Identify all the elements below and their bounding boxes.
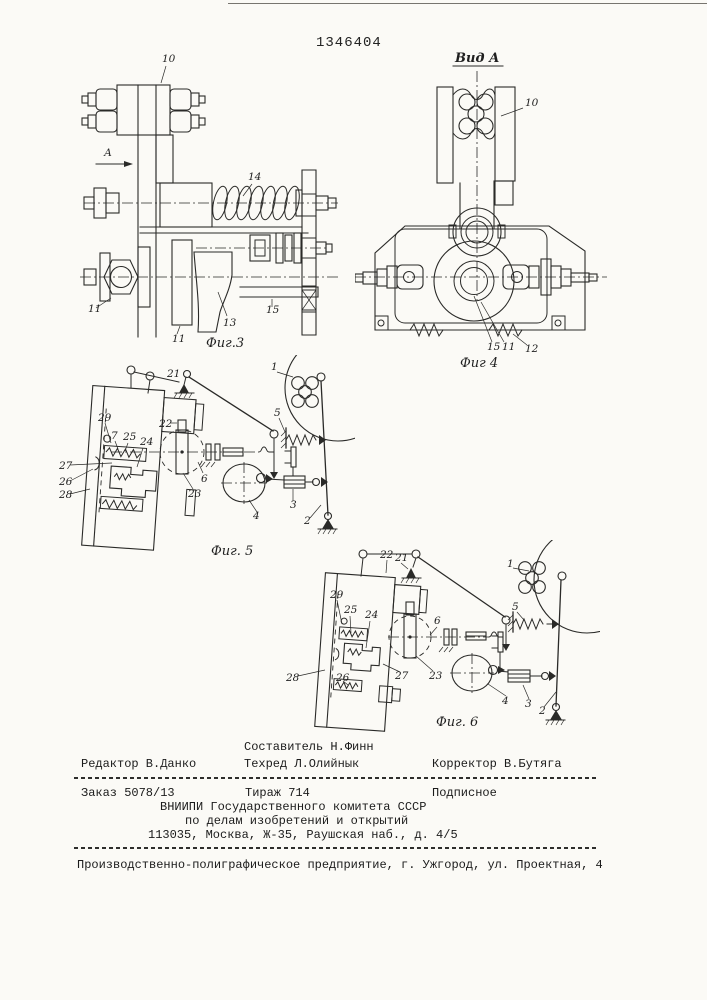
fig6-label-26: 26 [336,672,350,684]
colophon-org-line3: 113035, Москва, Ж-35, Раушская наб., д. 4/5 [148,828,458,842]
fig5-drawing [55,355,355,570]
fig4-label-11: 11 [502,341,516,353]
fig5-label-4: 4 [253,510,260,522]
fig5-label-1: 1 [271,361,278,373]
pivot-21 [401,568,421,583]
fig5-label-6: 6 [201,473,208,485]
fig6-label-4: 4 [502,695,509,707]
fig5-label-27: 27 [59,460,73,472]
fig5-label-26: 26 [59,476,73,488]
long-link [418,557,505,617]
fig6-label-21: 21 [395,552,409,564]
clutch [439,629,486,652]
view-a-arrow [96,147,133,167]
support-plate [172,240,192,325]
clutch [201,444,243,467]
fig3-label-13: 13 [223,317,237,329]
fig6-label-27: 27 [395,670,409,682]
right-wall [302,170,336,335]
fig3-label-14: 14 [248,171,262,183]
fig5-caption: Фиг. 5 [211,544,254,559]
roller-cluster [519,562,546,594]
fig6-label-28: 28 [286,672,300,684]
fig6-caption: Фиг. 6 [436,715,479,730]
cam-4 [450,653,508,693]
spring-5 [508,612,559,632]
inner-frame [395,229,547,323]
colophon-techred: Техред Л.Олийнык [244,757,360,771]
drum-arc [285,355,355,441]
housing [82,386,205,553]
fork-flag [492,632,503,670]
colophon-order: Заказ 5078/13 [81,786,175,800]
fig5-label-7: 7 [111,430,118,442]
fig6-label-25: 25 [344,604,358,616]
dial-circle [389,602,431,658]
colophon-corrector: Корректор В.Бутяга [432,757,562,771]
fig6-label-1: 1 [507,558,514,570]
fig5-label-2: 2 [304,515,311,527]
fig4-label-15: 15 [487,341,501,353]
patent-number: 1346404 [316,35,382,51]
colophon-divider-2 [74,847,598,849]
fig5-label-28: 28 [59,489,73,501]
colophon-tirazh: Тираж 714 [245,786,310,800]
fig6-label-3: 3 [525,698,532,710]
roller-bracket [437,87,515,205]
colophon-subscribe: Подписное [432,786,497,800]
roller-block [82,85,205,135]
fig4-label-12: 12 [525,343,539,355]
rod-15 [240,287,318,297]
fig4-view-title: Вид А [455,51,500,66]
fig6-label-6: 6 [434,615,441,627]
fig6-drawing [280,540,600,740]
lever-3 [284,476,328,488]
right-rod [546,572,566,725]
fig4-caption: Фиг 4 [460,356,499,371]
fork-flag [285,447,296,476]
fig5-label-5: 5 [274,407,281,419]
fig3-label-15: 15 [266,304,280,316]
colophon-printer: Производственно-полиграфическое предприятие, г. Ужгород, ул. Проектная, 4 [77,858,603,872]
colophon-org-line2: по делам изобретений и открытий [185,814,409,828]
cam-4 [221,462,284,504]
fig3-label-11b: 11 [172,333,186,345]
fig5-label-24: 24 [140,436,154,448]
fig6-label-29: 29 [330,589,344,601]
mid-plate [140,227,308,233]
colophon-compiler: Составитель Н.Финн [244,740,374,754]
fig5-label-22: 22 [159,418,173,430]
fig3-drawing [80,50,350,355]
fig5-label-23: 23 [188,488,202,500]
fig3-label-11a: 11 [88,303,102,315]
fig5-label-21: 21 [167,368,181,380]
fig5-label-29: 29 [98,412,112,424]
fig6-label-23: 23 [429,670,443,682]
fig6-label-5: 5 [512,601,519,613]
page-top-rule [228,3,707,4]
right-rod [317,373,337,534]
roller-cluster [292,377,319,408]
fig4-label-10: 10 [525,97,539,109]
fig3-caption: Фиг.3 [206,336,245,351]
slider-box [160,183,212,227]
fig4-drawing [355,45,610,375]
fig6-label-24: 24 [365,609,379,621]
fig5-label-3: 3 [290,499,297,511]
colophon-divider-1 [74,777,598,779]
fig6-label-2: 2 [539,705,546,717]
fig5-label-25: 25 [123,431,137,443]
lever-3 [508,670,556,682]
fig3-view-label: А [104,147,112,159]
fig3-label-10: 10 [162,53,176,65]
drum-arc [534,540,600,633]
fig6-label-22: 22 [380,549,394,561]
colophon-org-line1: ВНИИПИ Государственного комитета СССР [160,800,427,814]
colophon-editor: Редактор В.Данко [81,757,197,771]
main-shaft-section [434,241,514,321]
